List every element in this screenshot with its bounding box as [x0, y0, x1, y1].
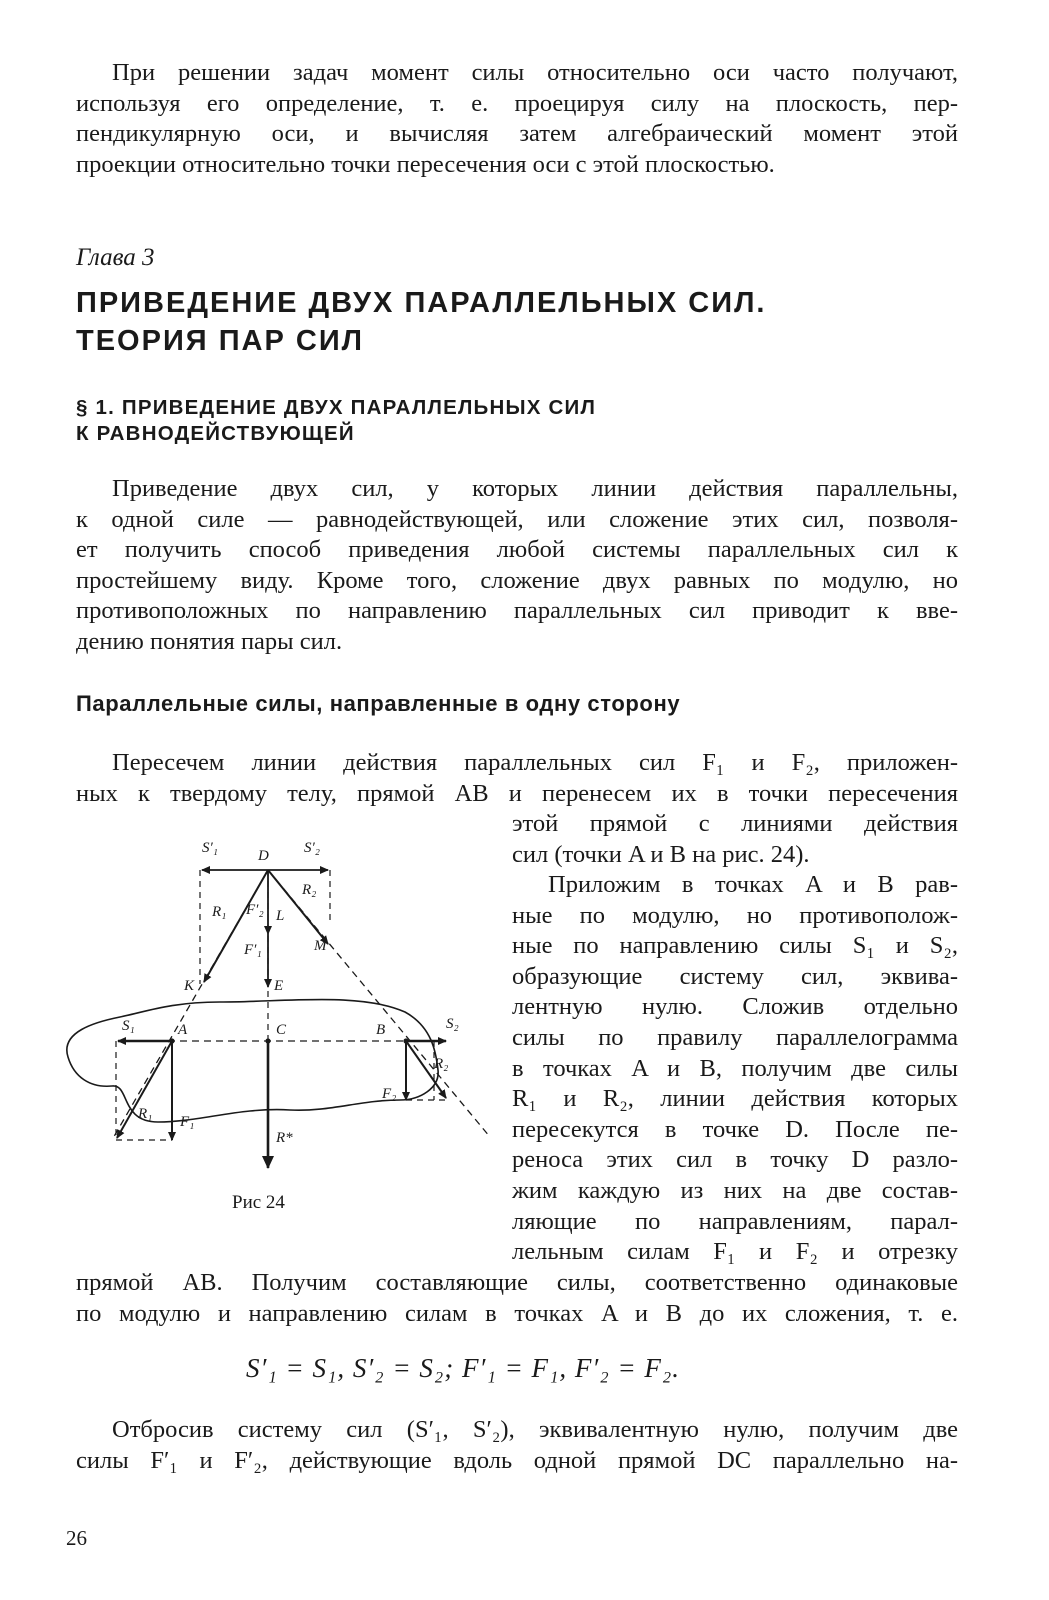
formula: S′₁ = S₁, S′₂ = S₂; F′₁ = F₁, F′₂ = F₂.: [246, 1353, 681, 1383]
figure-24-diagram: [60, 822, 500, 1182]
text-line: реноса этих сил в точку D разло-: [512, 1146, 958, 1174]
paragraph-b-full: [76, 1268, 958, 1329]
text-line: пересекутся в точке D. После пе-: [512, 1115, 958, 1143]
section-title-line-2: К РАВНОДЕЙСТВУЮЩЕЙ: [76, 422, 355, 445]
chapter-label: Глава 3: [76, 244, 155, 271]
label-s1: S₁: [122, 1018, 135, 1034]
point-a: [169, 1038, 174, 1043]
text-line: дению понятия пары сил.: [76, 627, 343, 655]
text-line: Приложим в точках A и B рав-: [548, 871, 958, 898]
label-r1: R₁: [138, 1106, 153, 1122]
text-line: жим каждую из них на две состав-: [512, 1176, 958, 1204]
subsection-title: Параллельные силы, направленные в одну сторону: [76, 691, 681, 716]
text-line: по модулю и направлению силам в точках A и B до их сложения, т. е.: [76, 1299, 958, 1327]
section-title-line-1: § 1. ПРИВЕДЕНИЕ ДВУХ ПАРАЛЛЕЛЬНЫХ СИЛ: [76, 396, 597, 419]
text-line: Отбросив систему сил (S′₁, S′₂), эквивалентную нулю, получим две: [112, 1416, 958, 1443]
label-b: B: [376, 1022, 386, 1038]
label-d: D: [258, 848, 269, 864]
force-r2-top: [268, 870, 328, 944]
text-line: используя его определение, т. е. проецируя силу на плоскость, пер-: [76, 89, 958, 117]
text-line: сил (точки A и B на рис. 24).: [512, 840, 810, 868]
text-line: в точках A и B, получим две силы: [512, 1054, 958, 1082]
text-line: образующие систему сил, эквива-: [512, 962, 958, 990]
text-line: силы по правилу параллелограмма: [512, 1023, 958, 1051]
label-l: L: [276, 908, 285, 924]
text-line: ет получить способ приведения любой системы параллельных сил к: [76, 536, 958, 564]
label-s1-prime: S′₁: [202, 840, 218, 856]
chapter-title-line-2: ТЕОРИЯ ПАР СИЛ: [76, 325, 365, 357]
label-k: K: [184, 978, 195, 994]
label-c: C: [276, 1022, 287, 1038]
text-line: силы F′₁ и F′₂, действующие вдоль одной прямой DC параллельно на-: [76, 1446, 958, 1474]
label-s2: S₂: [446, 1016, 459, 1032]
text-line: проекции относительно точки пересечения оси с этой плоскостью.: [76, 150, 775, 178]
paragraph-a-side: [512, 809, 958, 870]
paragraph-overview: [76, 474, 958, 658]
chapter-title: [76, 284, 976, 360]
text-line: Приведение двух сил, у которых линии действия параллельны,: [112, 475, 958, 502]
paragraph-b-side: [512, 870, 958, 1268]
text-line: простейшему виду. Кроме того, сложение двух равных по модулю, но: [76, 566, 958, 594]
text-line: ные по направлению силы S₁ и S₂,: [512, 932, 958, 960]
figure-caption: Рис 24: [232, 1192, 285, 1213]
text-line: лентную нулю. Сложив отдельно: [512, 993, 958, 1021]
label-f1-prime: F′₁: [244, 942, 262, 958]
force-r1-top: [204, 870, 268, 982]
paragraph-c: [76, 1415, 958, 1476]
label-r1-top: R₁: [212, 904, 227, 920]
label-f1: F₁: [180, 1114, 195, 1130]
chapter-title-line-1: ПРИВЕДЕНИЕ ДВУХ ПАРАЛЛЕЛЬНЫХ СИЛ.: [76, 287, 767, 319]
text-line: ных к твердому телу, прямой AB и перенесем их в точки пересечения: [76, 779, 958, 807]
text-line: При решении задач момент силы относительно оси часто получают,: [112, 59, 958, 86]
label-r2: R₂: [434, 1056, 449, 1072]
label-resultant: R*: [276, 1130, 293, 1146]
label-r2-top: R₂: [302, 882, 317, 898]
point-b: [403, 1038, 408, 1043]
text-line: прямой AB. Получим составляющие силы, соответственно одинаковые: [76, 1269, 958, 1296]
text-line: противоположных по направлению параллельных сил приводит к вве-: [76, 597, 958, 625]
paragraph-a-full: [76, 748, 958, 809]
section-title: [76, 395, 776, 447]
point-c: [265, 1038, 270, 1043]
label-f2-prime: F′₂: [246, 902, 264, 918]
page-number: 26: [66, 1526, 87, 1550]
text-line: Пересечем линии действия параллельных сил F₁ и F₂, приложен-: [112, 749, 958, 776]
text-line: пендикулярную оси, и вычисляя затем алгебраический момент этой: [76, 120, 958, 148]
paragraph-intro: [76, 58, 958, 180]
label-f2: F₂: [382, 1086, 397, 1102]
label-a: A: [178, 1022, 188, 1038]
text-line: R₁ и R₂, линии действия которых: [512, 1085, 958, 1113]
label-e: E: [274, 978, 284, 994]
text-line: лельным силам F₁ и F₂ и отрезку: [512, 1238, 958, 1266]
text-line: к одной силе — равнодействующей, или сложение этих сил, позволя-: [76, 505, 958, 533]
text-line: ные по модулю, но противополож-: [512, 901, 958, 929]
text-line: этой прямой с линиями действия: [512, 810, 958, 837]
label-m: M: [314, 938, 327, 954]
label-s2-prime: S′₂: [304, 840, 320, 856]
force-r1: [117, 1041, 172, 1138]
text-line: ляющие по направлениям, парал-: [512, 1207, 958, 1235]
